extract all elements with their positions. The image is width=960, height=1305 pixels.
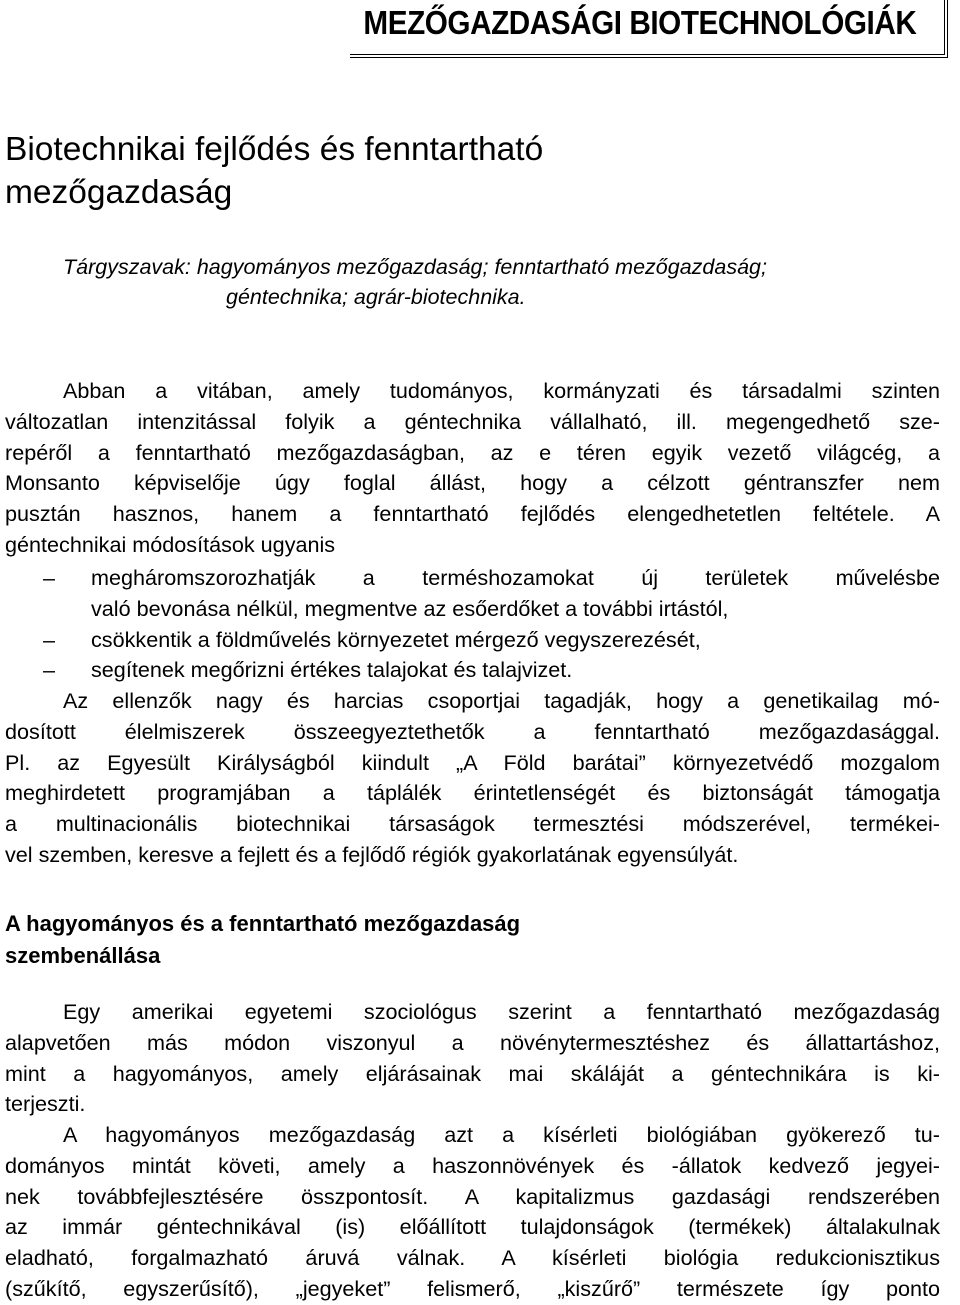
text-line: vel szemben, keresve a fejlett és a fejlődő régiók gyakorlatának egyensúlyát. <box>5 841 739 867</box>
text-line: Egy amerikai egyetemi szociológus szerint a fenntartható mezőgazdaság <box>63 999 940 1024</box>
text-line: terjeszti. <box>5 1091 86 1117</box>
article-title <box>5 128 905 214</box>
text-line: való bevonása nélkül, megmentve az esőerdőket a további irtástól, <box>91 595 729 621</box>
section-heading-line: A hagyományos és a fenntartható mezőgazdaság <box>5 911 521 936</box>
article-title-line: Biotechnikai fejlődés és fenntartható <box>5 131 544 168</box>
section-heading-line: szembenállása <box>5 943 161 968</box>
keywords-text: hagyományos mezőgazdaság; fenntartható mezőgazdaság; <box>196 255 767 279</box>
running-header-title: MEZŐGAZDASÁGI BIOTECHNOLÓGIÁK <box>363 4 916 41</box>
text-line: repéről a fenntartható mezőgazdaságban, az e téren egyik vezető világcég, a <box>5 439 940 465</box>
paragraph-3 <box>5 997 940 1120</box>
text-line: megháromszorozhatják a terméshozamokat új területek művelésbe <box>91 565 940 590</box>
text-line: meghirdetett programjában a táplálék érintetlenségét és biztonságát támogatja <box>5 780 940 806</box>
article-title-line: mezőgazdaság <box>5 174 233 211</box>
list-item <box>5 625 940 656</box>
text-line: alapvetően más módon viszonyul a növénytermesztéshez és állattartáshoz, <box>5 1029 940 1055</box>
text-line: Pl. az Egyesült Királyságból kiindult „A Föld barátai” környezetvédő mozgalom <box>5 749 940 775</box>
list-item <box>5 655 940 686</box>
running-header <box>350 0 948 58</box>
text-line: (szűkítő, egyszerűsítő), „jegyeket” felismerő, „kiszűrő” természete így ponto <box>5 1275 940 1301</box>
text-line: Abban a vitában, amely tudományos, kormányzati és társadalmi szinten <box>63 378 940 403</box>
keywords <box>63 252 953 312</box>
text-line: Az ellenzők nagy és harcias csoportjai tagadják, hogy a genetikailag mó- <box>63 688 940 713</box>
dash-bullet: – <box>43 626 56 652</box>
text-line: csökkentik a földművelés környezetet mérgező vegyszerezését, <box>91 626 701 652</box>
text-line: segítenek megőrizni értékes talajokat és talajvizet. <box>91 657 573 683</box>
text-line: dosított élelmiszerek összeegyeztethetők a fenntartható mezőgazdasággal. <box>5 718 940 744</box>
paragraph-1 <box>5 376 940 561</box>
text-line: géntechnikai módosítások ugyanis <box>5 531 336 557</box>
text-line: pusztán hasznos, hanem a fenntartható fejlődés elengedhetetlen feltétele. A <box>5 501 940 527</box>
text-line: az immár géntechnikával (is) előállított tulajdonságok (termékek) általakulnak <box>5 1214 940 1240</box>
text-line: a multinacionális biotechnikai társaságok termesztési módszerével, termékei- <box>5 811 940 837</box>
text-line: nek továbbfejlesztésére összpontosít. A kapitalizmus gazdasági rendszerében <box>5 1183 940 1209</box>
keywords-text: géntechnika; agrár-biotechnika. <box>226 285 526 309</box>
dash-bullet: – <box>43 565 56 590</box>
text-line: Monsanto képviselője úgy foglal állást, hogy a célzott géntranszfer nem <box>5 470 940 496</box>
paragraph-4 <box>5 1120 940 1305</box>
text-line: A hagyományos mezőgazdaság azt a kísérleti biológiában gyökerező tu- <box>63 1122 940 1147</box>
benefit-list <box>5 563 940 686</box>
text-line: mint a hagyományos, amely eljárásainak mai skáláját a géntechnikára is ki- <box>5 1060 940 1086</box>
text-line: változatlan intenzitással folyik a géntechnika vállalható, ill. megengedhető sze- <box>5 408 940 434</box>
section-heading <box>5 908 905 972</box>
text-line: eladható, forgalmazható áruvá válnak. A kísérleti biológia redukcionisztikus <box>5 1245 940 1271</box>
list-item <box>5 563 940 625</box>
dash-bullet: – <box>43 657 56 683</box>
keywords-label: Tárgyszavak: <box>63 255 191 279</box>
text-line: dományos mintát követi, amely a haszonnövények és -állatok kedvező jegyei- <box>5 1152 940 1178</box>
paragraph-2 <box>5 686 940 871</box>
